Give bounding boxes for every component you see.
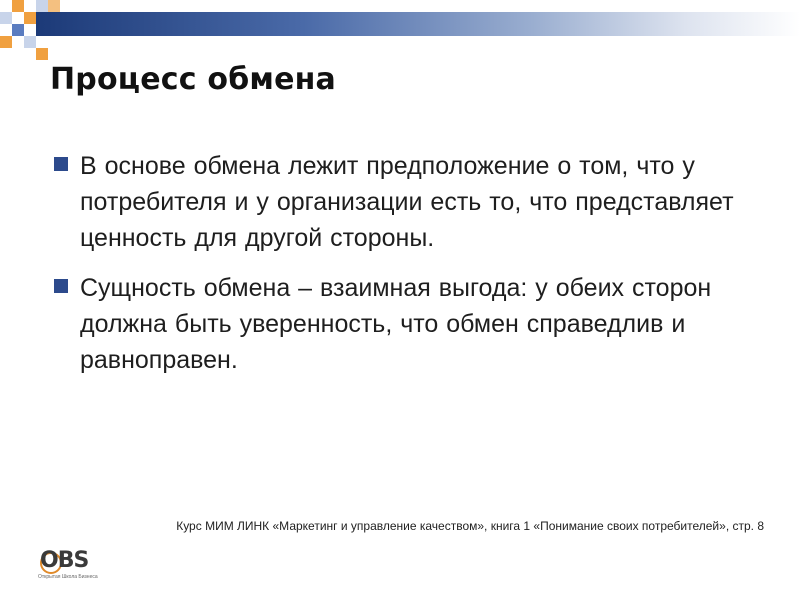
obs-logo: [38, 548, 106, 586]
bullet-item: [50, 148, 760, 256]
bullet-text: В основе обмена лежит предположение о том, что у потребителя и у организации есть то, что представляет ценность для другой стороны.: [80, 152, 734, 252]
bullet-text: Сущность обмена – взаимная выгода: у обеих сторон должна быть уверенность, что обмен справедлив и равноправен.: [80, 274, 712, 374]
square-bullet-icon: [54, 279, 68, 293]
source-citation: Курс МИМ ЛИНК «Маркетинг и управление качеством», книга 1 «Понимание своих потребителей», стр. 8: [176, 519, 764, 533]
bullet-item: [50, 270, 760, 378]
logo-text: OBS: [40, 548, 89, 573]
slide-title: Процесс обмена: [50, 62, 336, 97]
header-gradient-bar: [36, 12, 800, 36]
bullet-list: [50, 148, 760, 392]
square-bullet-icon: [54, 157, 68, 171]
logo-subtitle: Открытая Школа Бизнеса: [38, 574, 98, 580]
